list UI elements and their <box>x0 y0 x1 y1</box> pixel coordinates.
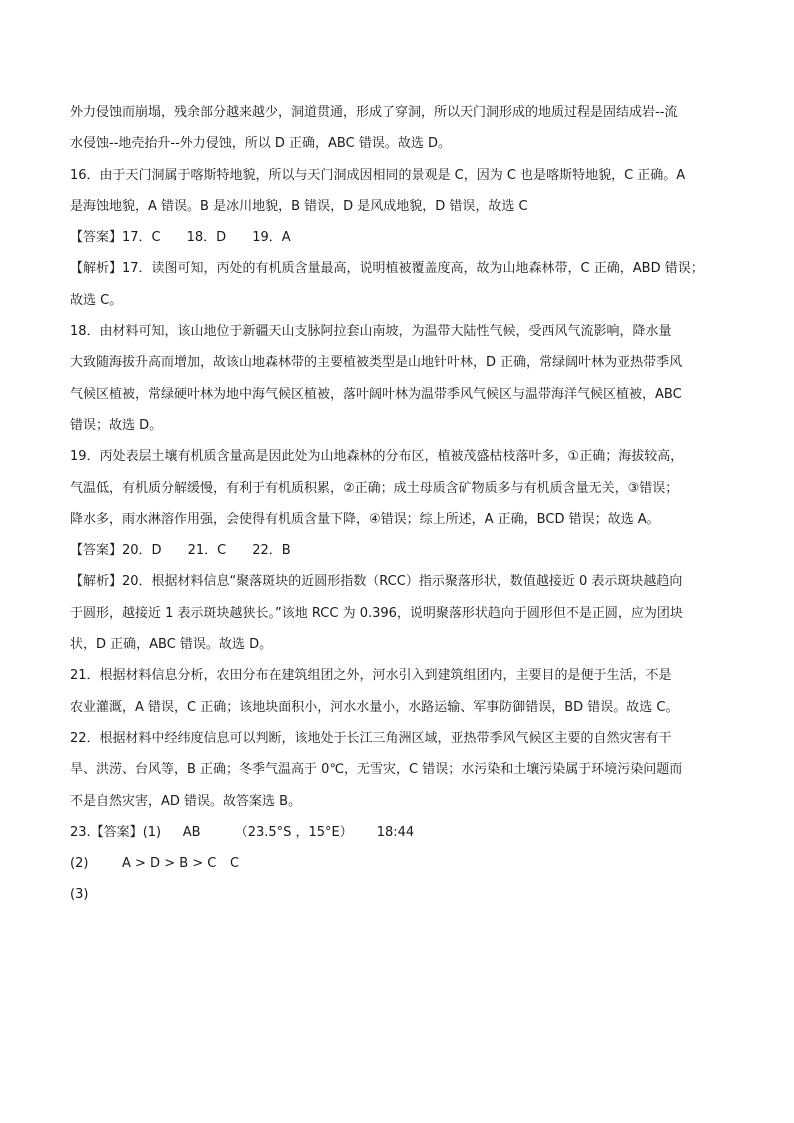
text-line: 气温低，有机质分解缓慢，有利于有机质积累，②正确；成土母质含矿物质多与有机质含量无关，③错误； <box>70 480 679 496</box>
q23-answer-value: 18:44 <box>376 824 415 840</box>
q23-answer-line-3 <box>70 879 724 910</box>
q23-heading: 23.【答案】 <box>70 824 143 840</box>
answer-item: 17．C <box>122 230 161 246</box>
q23-part-number: (2) <box>70 856 89 872</box>
text-line: 16．由于天门洞属于喀斯特地貌，所以与天门洞成因相同的景观是 C，因为 C 也是喀斯特地貌，C 正确。A <box>70 167 686 183</box>
answer-item: 19．A <box>252 230 291 246</box>
answer-item: 21．C <box>187 543 227 559</box>
text-line: 状，D 正确，ABC 错误。故选 D。 <box>70 637 273 653</box>
text-line: 农业灌溉，A 错误，C 正确；该地块面积小，河水水量小，水路运输、军事防御错误，BD 错误。故选 C。 <box>70 699 679 715</box>
answer-item: 18．D <box>186 230 227 246</box>
text-line: 错误；故选 D。 <box>70 417 163 433</box>
answer-line-20-22 <box>70 535 724 566</box>
text-line: 于圆形，越接近 1 表示斑块越狭长。”该地 RCC 为 0.396，说明聚落形状趋向于圆形但不是正圆，应为团块 <box>70 605 683 621</box>
text-line: 气候区植被，常绿硬叶林为地中海气候区植被，落叶阔叶林为温带季风气候区与温带海洋气候区植被，ABC <box>70 386 682 402</box>
q23-answer-value: A > D > B > C <box>122 856 217 872</box>
text-line: 19．丙处表层土壤有机质含量高是因此处为山地森林的分布区，植被茂盛枯枝落叶多，①正确；海拔较高， <box>70 449 684 465</box>
text-line: 【解析】17．读图可知，丙处的有机质含量最高，说明植被覆盖度高，故为山地森林带，C 正确，ABD 错误； <box>70 261 704 277</box>
answer-label: 【答案】 <box>70 543 123 559</box>
q23-answer-line-2 <box>70 848 724 879</box>
text-line: 22．根据材料中经纬度信息可以判断，该地处于长江三角洲区域，亚热带季风气候区主要的自然灾害有干 <box>70 730 672 746</box>
q23-part-number: (1) <box>142 824 162 840</box>
text-line: 大致随海拔升高而增加，故该山地森林带的主要植被类型是山地针叶林，D 正确，常绿阔叶林为亚热带季风 <box>70 355 683 371</box>
text-line: 21．根据材料信息分析，农田分布在建筑组团之外，河水引入到建筑组团内，主要目的是便于生活，不是 <box>70 668 672 684</box>
q23-answer-value: AB <box>182 824 201 840</box>
text-line: 降水多，雨水淋溶作用强，会使得有机质含量下降，④错误；综上所述，A 正确，BCD 错误；故选 A。 <box>70 511 660 527</box>
text-line: 旱、洪涝、台风等，B 正确；冬季气温高于 0℃，无雪灾，C 错误；水污染和土壤污染属于环境污染问题而 <box>70 762 683 778</box>
text-line: 【解析】20．根据材料信息“聚落斑块的近圆形指数（RCC）指示聚落形状，数值越接近 0 表示斑块越趋向 <box>70 574 683 590</box>
text-line: 是海蚀地貌，A 错误。B 是冰川地貌，B 错误，D 是风成地貌，D 错误，故选 C <box>70 198 528 214</box>
text-line: 外力侵蚀而崩塌，残余部分越来越少，洞道贯通，形成了穿洞，所以天门洞形成的地质过程是固结成岩--流 <box>70 105 678 120</box>
text-line: 不是自然灾害，AD 错误。故答案选 B。 <box>70 793 302 809</box>
text-line: 水侵蚀--地壳抬升--外力侵蚀，所以 D 正确，ABC 错误。故选 D。 <box>70 136 451 152</box>
text-line: 18．由材料可知，该山地位于新疆天山支脉阿拉套山南坡，为温带大陆性气候，受西风气流影响，降水量 <box>70 324 672 340</box>
answer-item: 20．D <box>122 543 162 559</box>
q23-part-number: (3) <box>70 887 89 903</box>
text-line: 故选 C。 <box>70 292 123 308</box>
document-body <box>70 97 724 911</box>
q23-answer-value: C <box>230 856 240 872</box>
q23-answer-line-1 <box>70 817 724 848</box>
answer-item: 22．B <box>252 543 291 559</box>
answer-label: 【答案】 <box>70 230 123 246</box>
q23-answer-value: （23.5°S ，15°E） <box>234 824 353 840</box>
answer-line-17-19 <box>70 222 724 253</box>
